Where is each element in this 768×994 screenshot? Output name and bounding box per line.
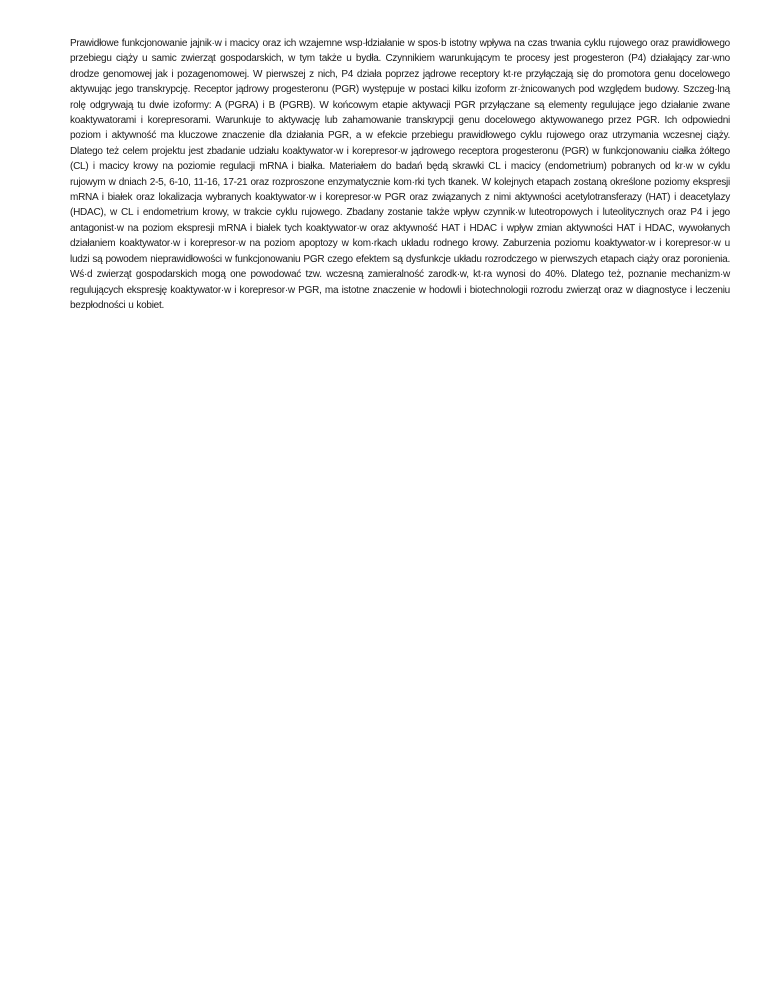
abstract-paragraph: Prawidłowe funkcjonowanie jajnik·w i macicy oraz ich wzajemne wsp·łdziałanie w spos·b istotny wpływa na czas trwania cyklu rujowego oraz prawidłowego przebiegu ciąży u samic zwierząt gospodarskich, w tym także u bydła. Czynnikiem warunkującym te procesy jest progesteron (P4) działający zar·wno drodze genomowej jak i pozagenomowej. W pierwszej z nich, P4 działa poprzez jądrowe receptory kt·re przyłączają się do promotora genu docelowego aktywując jego transkrypcję. Receptor jądrowy progesteronu (PGR) występuje w postaci kilku izoform zr·żnicowanych pod względem budowy. Szczeg·lną rolę odgrywają tu dwie izoformy: A (PGRA) i B (PGRB). W końcowym etapie aktywacji PGR przyłączane są elementy regulujące jego działanie zwane koaktywatorami i korepresorami. Warunkuje to aktywację lub zahamowanie transkrypcji genu docelowego aktywowanego przez PGR. Ich odpowiedni poziom i aktywność ma kluczowe znaczenie dla działania PGR, a w efekcie przebiegu prawidłowego cyklu rujowego oraz utrzymania wczesnej ciąży. Dlatego też celem projektu jest zbadanie udziału koaktywator·w i korepresor·w jądrowego receptora progesteronu (PGR) w funkcjonowaniu ciałka żółtego (CL) i macicy krowy na poziomie regulacji mRNA i białka. Materiałem do badań będą skrawki CL i macicy (endometrium) pobranych od kr·w w cyklu rujowym w dniach 2-5, 6-10, 11-16, 17-21 oraz rozproszone enzymatycznie kom·rki tych tkanek. W kolejnych etapach zostaną określone poziomy ekspresji mRNA i białek oraz lokalizacja wybranych koaktywator·w i korepresor·w PGR oraz związanych z nimi aktywności acetylotransferazy (HAT) i deacetylazy (HDAC), w CL i endometrium krowy, w trakcie cyklu rujowego. Zbadany zostanie także wpływ czynnik·w luteotropowych i luteolitycznych oraz P4 i jego antagonist·w na poziom ekspresji mRNA i białek tych koaktywator·w oraz aktywność HAT i HDAC i wpływ zmian aktywności HAT i HDAC, wywołanych działaniem koaktywator·w i korepresor·w na poziom apoptozy w kom·rkach układu rodnego krowy. Zaburzenia poziomu koaktywator·w i korepresor·w u ludzi są powodem nieprawidłowości w funkcjonowaniu PGR czego efektem są dysfunkcje układu rozrodczego w pierwszych etapach ciąży oraz poronienia. Wś·d zwierząt gospodarskich mogą one powodować tzw. wczesną zamieralność zarodk·w, kt·ra wynosi do 40%. Dlatego też, poznanie mechanizm·w regulujących ekspresję koaktywator·w i korepresor·w PGR, ma istotne znaczenie w hodowli i biotechnologii rozrodu zwierząt oraz w diagnostyce i leczeniu bezpłodności u kobiet. [70, 38, 730, 311]
